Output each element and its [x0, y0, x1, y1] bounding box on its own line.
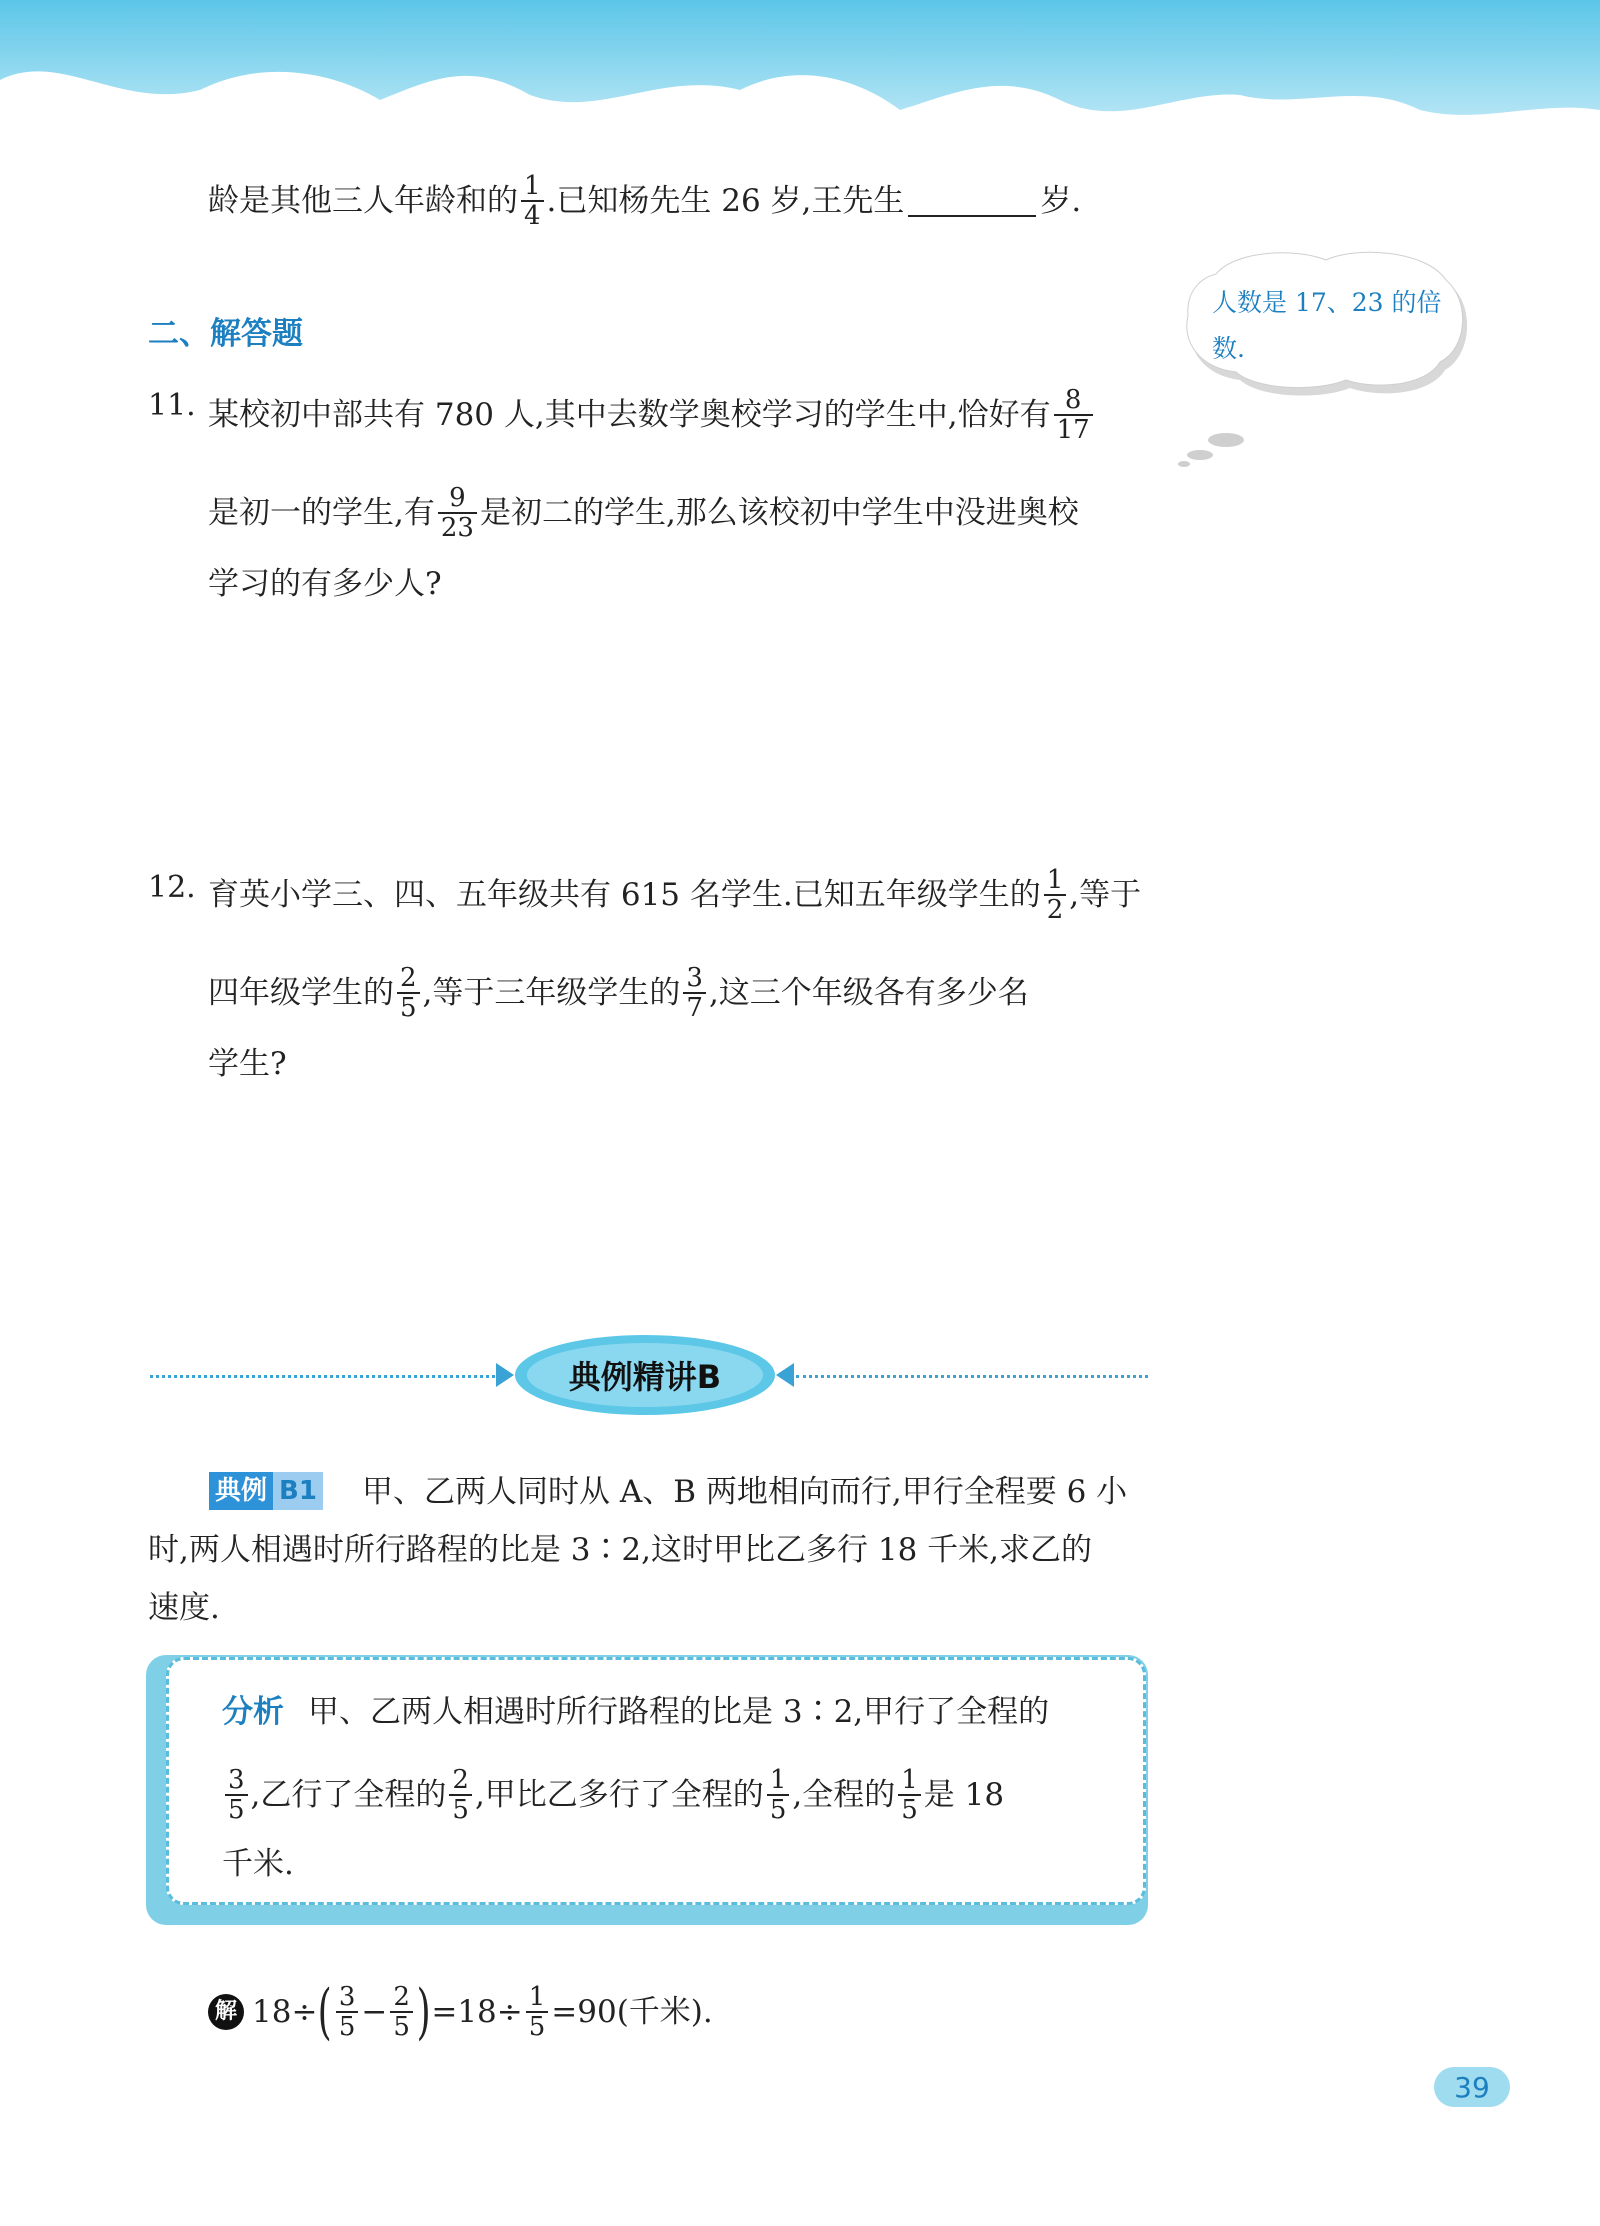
fraction-den: 23 [438, 512, 477, 542]
section-banner-title: 典例精讲B [527, 1343, 763, 1407]
fraction [438, 484, 477, 542]
fraction [1054, 386, 1093, 444]
fraction-den: 5 [390, 2011, 413, 2041]
q12-text-2c: ,这三个年级各有多少名 [708, 975, 1029, 1011]
fraction-num: 8 [1064, 385, 1082, 415]
right-paren: ) [416, 1977, 431, 2047]
age-text-mid: .已知杨先生 26 岁,王先生 [546, 183, 905, 219]
fraction-num: 3 [228, 1765, 245, 1795]
q11-line-3: 学习的有多少人? [208, 566, 442, 602]
fraction [521, 172, 544, 230]
question-number-12: 12. [148, 870, 196, 905]
answer-blank[interactable] [908, 185, 1036, 217]
analysis-line-3: 千米. [222, 1846, 294, 1882]
example-line-1: 甲、乙两人同时从 A、B 两地相向而行,甲行全程要 6 小 [362, 1474, 1128, 1510]
example-tag-code: B1 [273, 1472, 323, 1510]
analysis-text-2d: 是 18 [923, 1777, 1005, 1813]
fraction-num: 2 [452, 1765, 469, 1795]
fraction-den: 2 [1044, 894, 1067, 924]
analysis-text-1: 甲、乙两人相遇时所行路程的比是 3∶2,甲行了全程的 [308, 1694, 1050, 1730]
solution-icon: 解 [208, 1994, 244, 2030]
page-number: 39 [1434, 2067, 1510, 2107]
q11-text-2b: 是初二的学生,那么该校初中学生中没进奥校 [479, 495, 1079, 531]
solution-text-a: 18÷ [252, 1994, 318, 2030]
q11-line-1 [208, 386, 1096, 444]
fraction [767, 1766, 790, 1824]
q11-text-1: 某校初中部共有 780 人,其中去数学奥校学习的学生中,恰好有 [208, 397, 1051, 433]
fraction-den: 5 [449, 1794, 472, 1824]
divider-left [150, 1375, 495, 1378]
analysis-text-2a: ,乙行了全程的 [250, 1777, 447, 1813]
fraction-den: 7 [683, 992, 706, 1022]
section-title: 二、解答题 [148, 316, 303, 352]
q12-line-3: 学生? [208, 1046, 287, 1082]
fraction-num: 1 [1046, 865, 1064, 895]
q12-line-2 [208, 964, 1029, 1022]
analysis-text-2c: ,全程的 [792, 1777, 896, 1813]
fraction [336, 1983, 359, 2041]
minus-sign: − [361, 1994, 388, 2030]
age-text-suffix: 岁. [1040, 183, 1082, 219]
fraction-den: 17 [1054, 414, 1093, 444]
age-question-line [208, 172, 1081, 230]
fraction-den: 5 [767, 1794, 790, 1824]
fraction-den: 5 [898, 1794, 921, 1824]
q12-text-1b: ,等于 [1069, 877, 1142, 913]
fraction-num: 2 [393, 1982, 410, 2012]
arrow-left-icon [776, 1363, 794, 1387]
analysis-line-1 [222, 1690, 1049, 1734]
fraction [898, 1766, 921, 1824]
example-line-2: 时,两人相遇时所行路程的比是 3∶2,这时甲比乙多行 18 千米,求乙的 [148, 1532, 1093, 1568]
fraction-num: 1 [769, 1765, 787, 1795]
fraction-den: 5 [336, 2011, 359, 2041]
q12-text-2b: ,等于三年级学生的 [422, 975, 681, 1011]
fraction-den: 4 [521, 200, 544, 230]
fraction [683, 964, 706, 1022]
fraction-num: 1 [528, 1982, 546, 2012]
fraction-num: 3 [338, 1982, 356, 2012]
q12-text-1a: 育英小学三、四、五年级共有 615 名学生.已知五年级学生的 [208, 877, 1041, 913]
q11-text-2a: 是初一的学生,有 [208, 495, 435, 531]
fraction [225, 1766, 248, 1824]
q11-line-2 [208, 484, 1079, 542]
fraction [397, 964, 420, 1022]
fraction [526, 1983, 549, 2041]
question-number-11: 11. [148, 388, 196, 423]
divider-right [796, 1375, 1148, 1378]
bubble-tail [1178, 430, 1248, 470]
analysis-text-2b: ,甲比乙多行了全程的 [474, 1777, 764, 1813]
q12-line-1 [208, 866, 1141, 924]
age-text-prefix: 龄是其他三人年龄和的 [208, 183, 518, 219]
q12-text-2a: 四年级学生的 [208, 975, 394, 1011]
arrow-right-icon [496, 1363, 514, 1387]
example-line-3: 速度. [148, 1590, 220, 1626]
fraction-den: 5 [397, 992, 420, 1022]
solution-line [208, 1977, 713, 2047]
hint-bubble-text: 人数是 17、23 的倍数. [1212, 288, 1442, 363]
fraction-num: 1 [901, 1765, 918, 1795]
fraction-num: 9 [449, 483, 466, 513]
fraction-den: 5 [225, 1794, 248, 1824]
example-tag-label: 典例 [209, 1472, 273, 1510]
fraction-num: 3 [686, 963, 703, 993]
fraction [1044, 866, 1067, 924]
solution-text-c: =90(千米). [551, 1994, 713, 2030]
analysis-label: 分析 [222, 1694, 284, 1730]
fraction [390, 1983, 413, 2041]
left-paren: ( [318, 1977, 333, 2047]
fraction-num: 1 [524, 171, 541, 201]
analysis-line-2 [222, 1766, 1004, 1824]
header-cloud-band [0, 0, 1600, 150]
fraction-num: 2 [400, 963, 417, 993]
example-tag [209, 1472, 323, 1510]
fraction [449, 1766, 472, 1824]
fraction-den: 5 [526, 2011, 549, 2041]
section-banner [515, 1335, 775, 1415]
solution-text-b: =18÷ [431, 1994, 523, 2030]
